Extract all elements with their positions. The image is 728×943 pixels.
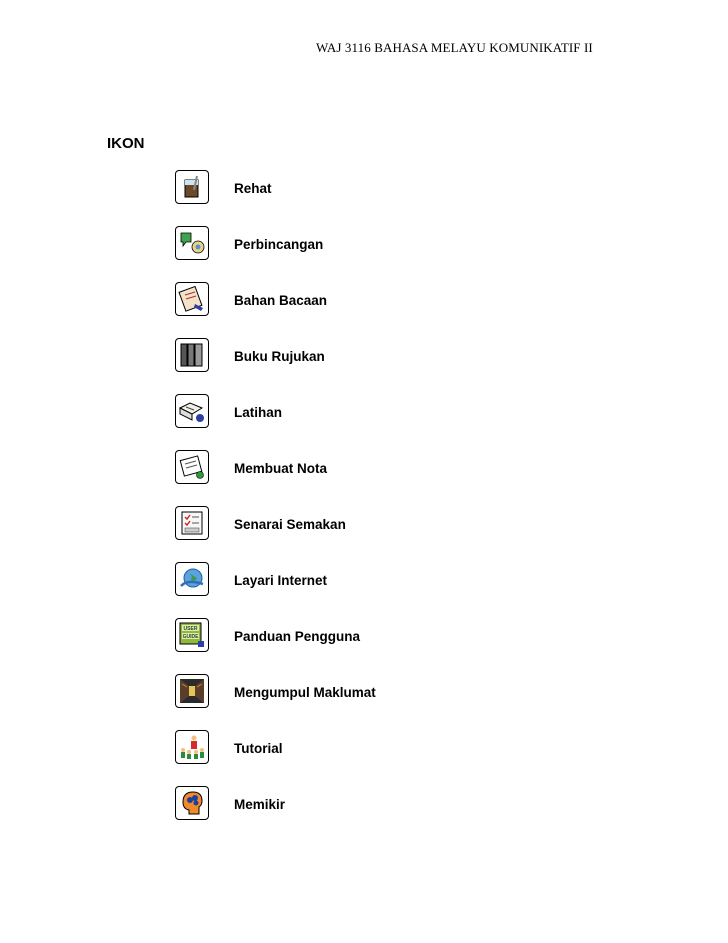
reference-books-icon: [175, 338, 209, 372]
gather-information-icon: [175, 674, 209, 708]
icon-label: Rehat: [234, 181, 272, 196]
user-guide-icon: [175, 618, 209, 652]
icon-label: Latihan: [234, 405, 283, 420]
icon-row-membuat-nota: [175, 450, 475, 486]
internet-globe-icon: [175, 562, 209, 596]
discussion-icon: [175, 226, 209, 260]
icon-row-senarai-semakan: [175, 506, 475, 542]
icon-row-mengumpul-maklumat: [175, 674, 475, 710]
thinking-head-icon: [175, 786, 209, 820]
icon-label: Tutorial: [234, 741, 283, 756]
icon-label: Senarai Semakan: [234, 517, 346, 532]
icon-row-perbincangan: [175, 226, 475, 262]
icon-row-tutorial: [175, 730, 475, 766]
user-guide-icon-text-top: USER: [183, 626, 198, 632]
icon-row-bahan-bacaan: [175, 282, 475, 318]
checklist-icon: [175, 506, 209, 540]
icon-label: Mengumpul Maklumat: [234, 685, 376, 700]
exercise-icon: [175, 394, 209, 428]
icon-label: Memikir: [234, 797, 286, 812]
section-title: IKON: [107, 135, 145, 152]
icon-label: Perbincangan: [234, 237, 324, 252]
icon-label: Membuat Nota: [234, 461, 328, 476]
icon-row-latihan: [175, 394, 475, 430]
icon-row-rehat: [175, 170, 475, 206]
page-header: WAJ 3116 BAHASA MELAYU KOMUNIKATIF II: [316, 40, 593, 55]
icon-row-memikir: [175, 786, 475, 822]
reading-material-icon: [175, 282, 209, 316]
icon-row-buku-rujukan: [175, 338, 475, 374]
icon-label: Panduan Pengguna: [234, 629, 361, 644]
icon-label: Bahan Bacaan: [234, 293, 328, 308]
tutorial-icon: [175, 730, 209, 764]
icon-label: Layari Internet: [234, 573, 328, 588]
user-guide-icon-text-bottom: GUIDE: [182, 634, 199, 640]
icon-label: Buku Rujukan: [234, 349, 325, 364]
icon-row-layari-internet: [175, 562, 475, 598]
note-taking-icon: [175, 450, 209, 484]
icon-row-panduan-pengguna: [175, 618, 475, 654]
coffee-cup-icon: [175, 170, 209, 204]
